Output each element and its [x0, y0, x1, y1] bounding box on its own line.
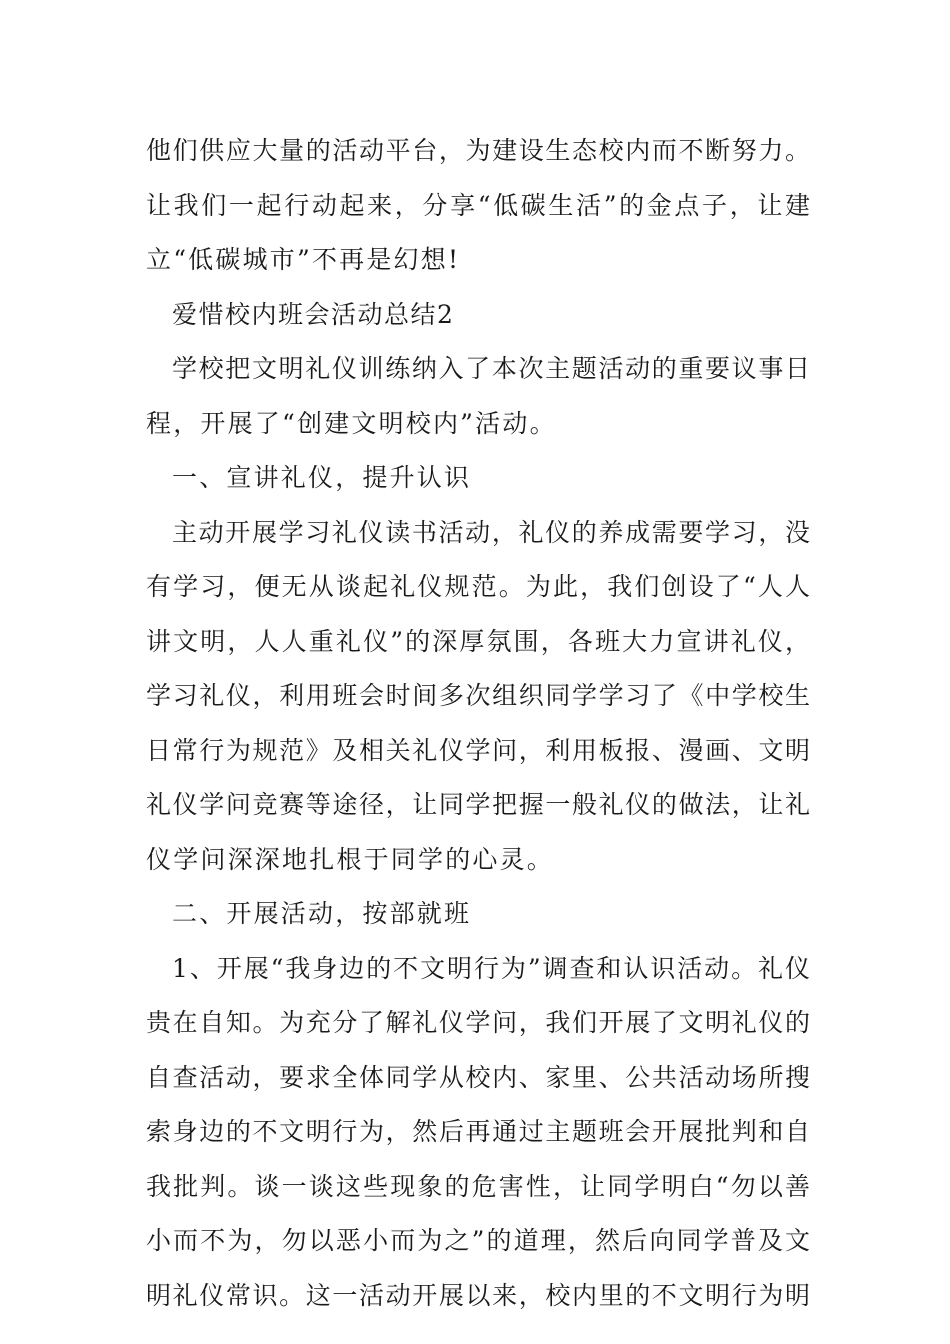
paragraph-line: 索身边的不文明行为，然后再通过主题班会开展批判和自: [146, 1117, 810, 1146]
paragraph-line: 学习礼仪，利用班会时间多次组织同学学习了《中学校生: [146, 681, 810, 710]
paragraph-line: 仪学问深深地扎根于同学的心灵。: [146, 844, 555, 874]
paragraph-line: 讲文明，人人重礼仪”的深厚氛围，各班大力宣讲礼仪，: [146, 626, 810, 656]
paragraph-line: 立“低碳城市”不再是幻想!: [146, 245, 461, 274]
paragraph-line: 有学习，便无从谈起礼仪规范。为此，我们创设了“人人: [146, 572, 810, 601]
paragraph-line: 主动开展学习礼仪读书活动，礼仪的养成需要学习，没: [172, 517, 810, 547]
paragraph-line: 礼仪学问竞赛等途径，让同学把握一般礼仪的做法，让礼: [146, 790, 810, 819]
paragraph-line: 小而不为，勿以恶小而为之”的道理，然后向同学普及文: [146, 1226, 810, 1255]
paragraph-line: 他们供应大量的活动平台，为建设生态校内而不断努力。: [146, 136, 810, 165]
paragraph-line: 明礼仪常识。这一活动开展以来，校内里的不文明行为明: [146, 1280, 810, 1310]
paragraph-line: 1、开展“我身边的不文明行为”调查和认识活动。礼仪: [172, 953, 810, 983]
section-title: 爱惜校内班会活动总结2: [172, 299, 455, 329]
section-heading: 二、开展活动，按部就班: [172, 899, 472, 928]
paragraph-line: 程，开展了“创建文明校内”活动。: [146, 408, 557, 438]
paragraph-line: 我批判。谈一谈这些现象的危害性，让同学明白“勿以善: [146, 1171, 810, 1201]
paragraph-line: 自查活动，要求全体同学从校内、家里、公共活动场所搜: [146, 1062, 810, 1092]
paragraph-line: 让我们一起行动起来，分享“低碳生活”的金点子，让建: [146, 190, 810, 220]
document-body: [146, 127, 810, 1326]
paragraph-line: 学校把文明礼仪训练纳入了本次主题活动的重要议事日: [172, 354, 810, 383]
paragraph-line: 日常行为规范》及相关礼仪学问，利用板报、漫画、文明: [146, 735, 810, 765]
paragraph-line: 贵在自知。为充分了解礼仪学问，我们开展了文明礼仪的: [146, 1008, 810, 1037]
section-heading: 一、宣讲礼仪，提升认识: [172, 463, 472, 492]
